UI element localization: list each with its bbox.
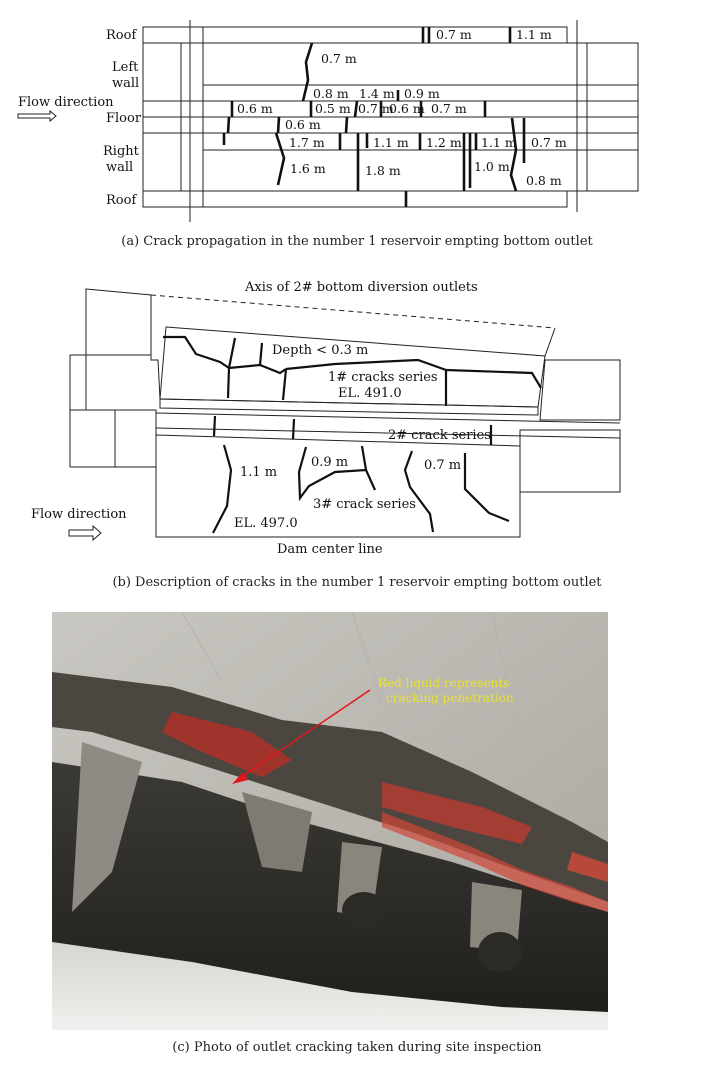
series2-label: 2# crack series — [388, 428, 491, 443]
panel-a-diagram — [0, 0, 714, 230]
crack-label: 0.7 m — [431, 101, 467, 116]
depth-label: Depth < 0.3 m — [272, 343, 369, 358]
caption-a: (a) Crack propagation in the number 1 reservoir empting bottom outlet — [121, 234, 593, 249]
crack-label: 0.8 m — [313, 86, 349, 101]
row-label-roof-bottom: Roof — [106, 193, 137, 208]
row-label-floor: Floor — [106, 111, 142, 126]
length-label-0-7: 0.7 m — [424, 458, 462, 473]
crack-label: 1.2 m — [426, 135, 462, 150]
row-label-right-wall-2: wall — [106, 160, 134, 175]
el-497-label: EL. 497.0 — [234, 516, 298, 531]
row-label-flow: Flow direction — [18, 95, 114, 110]
panel-b-diagram — [0, 270, 714, 570]
length-label-0-9: 0.9 m — [311, 455, 349, 470]
crack-label: 0.6 m — [237, 101, 273, 116]
crack-label: 1.8 m — [365, 163, 401, 178]
el-491-label: EL. 491.0 — [338, 386, 402, 401]
crack-label: 0.7 m — [358, 101, 394, 116]
row-label-right-wall-1: Right — [103, 144, 139, 159]
crack-label: 0.7 m — [436, 27, 472, 42]
crack-label: 1.0 m — [474, 159, 510, 174]
caption-c: (c) Photo of outlet cracking taken during site inspection — [172, 1040, 542, 1055]
crack-label: 0.6 m — [285, 117, 321, 132]
flow-direction-label: Flow direction — [31, 507, 127, 522]
crack-label: 1.7 m — [289, 135, 325, 150]
crack-label: 1.1 m — [516, 27, 552, 42]
row-label-roof-top: Roof — [106, 28, 137, 43]
crack-label: 1.1 m — [481, 135, 517, 150]
crack-label: 1.4 m — [359, 86, 395, 101]
crack-label: 0.8 m — [526, 173, 562, 188]
crack-label: 0.6 m — [389, 101, 425, 116]
crack-label: 0.7 m — [531, 135, 567, 150]
crack-label: 0.9 m — [404, 86, 440, 101]
series1-label: 1# cracks series — [328, 370, 438, 385]
photo-annotation-line-1: Red liquid represents — [378, 676, 510, 690]
crack-label: 1.6 m — [290, 161, 326, 176]
crack-label: 0.7 m — [321, 51, 357, 66]
panel-c-photo — [52, 612, 608, 1030]
crack-label: 0.5 m — [315, 101, 351, 116]
row-label-left-wall-2: wall — [112, 76, 140, 91]
axis-label: Axis of 2# bottom diversion outlets — [245, 280, 478, 295]
dam-center-line-label: Dam center line — [277, 542, 383, 557]
crack-label: 1.1 m — [373, 135, 409, 150]
row-label-left-wall-1: Left — [112, 60, 139, 75]
photo-annotation-line-2: cracking penetration — [386, 691, 514, 705]
series3-label: 3# crack series — [313, 497, 416, 512]
length-label-1-1: 1.1 m — [240, 465, 278, 480]
caption-b: (b) Description of cracks in the number 1 reservoir empting bottom outlet — [112, 575, 602, 590]
